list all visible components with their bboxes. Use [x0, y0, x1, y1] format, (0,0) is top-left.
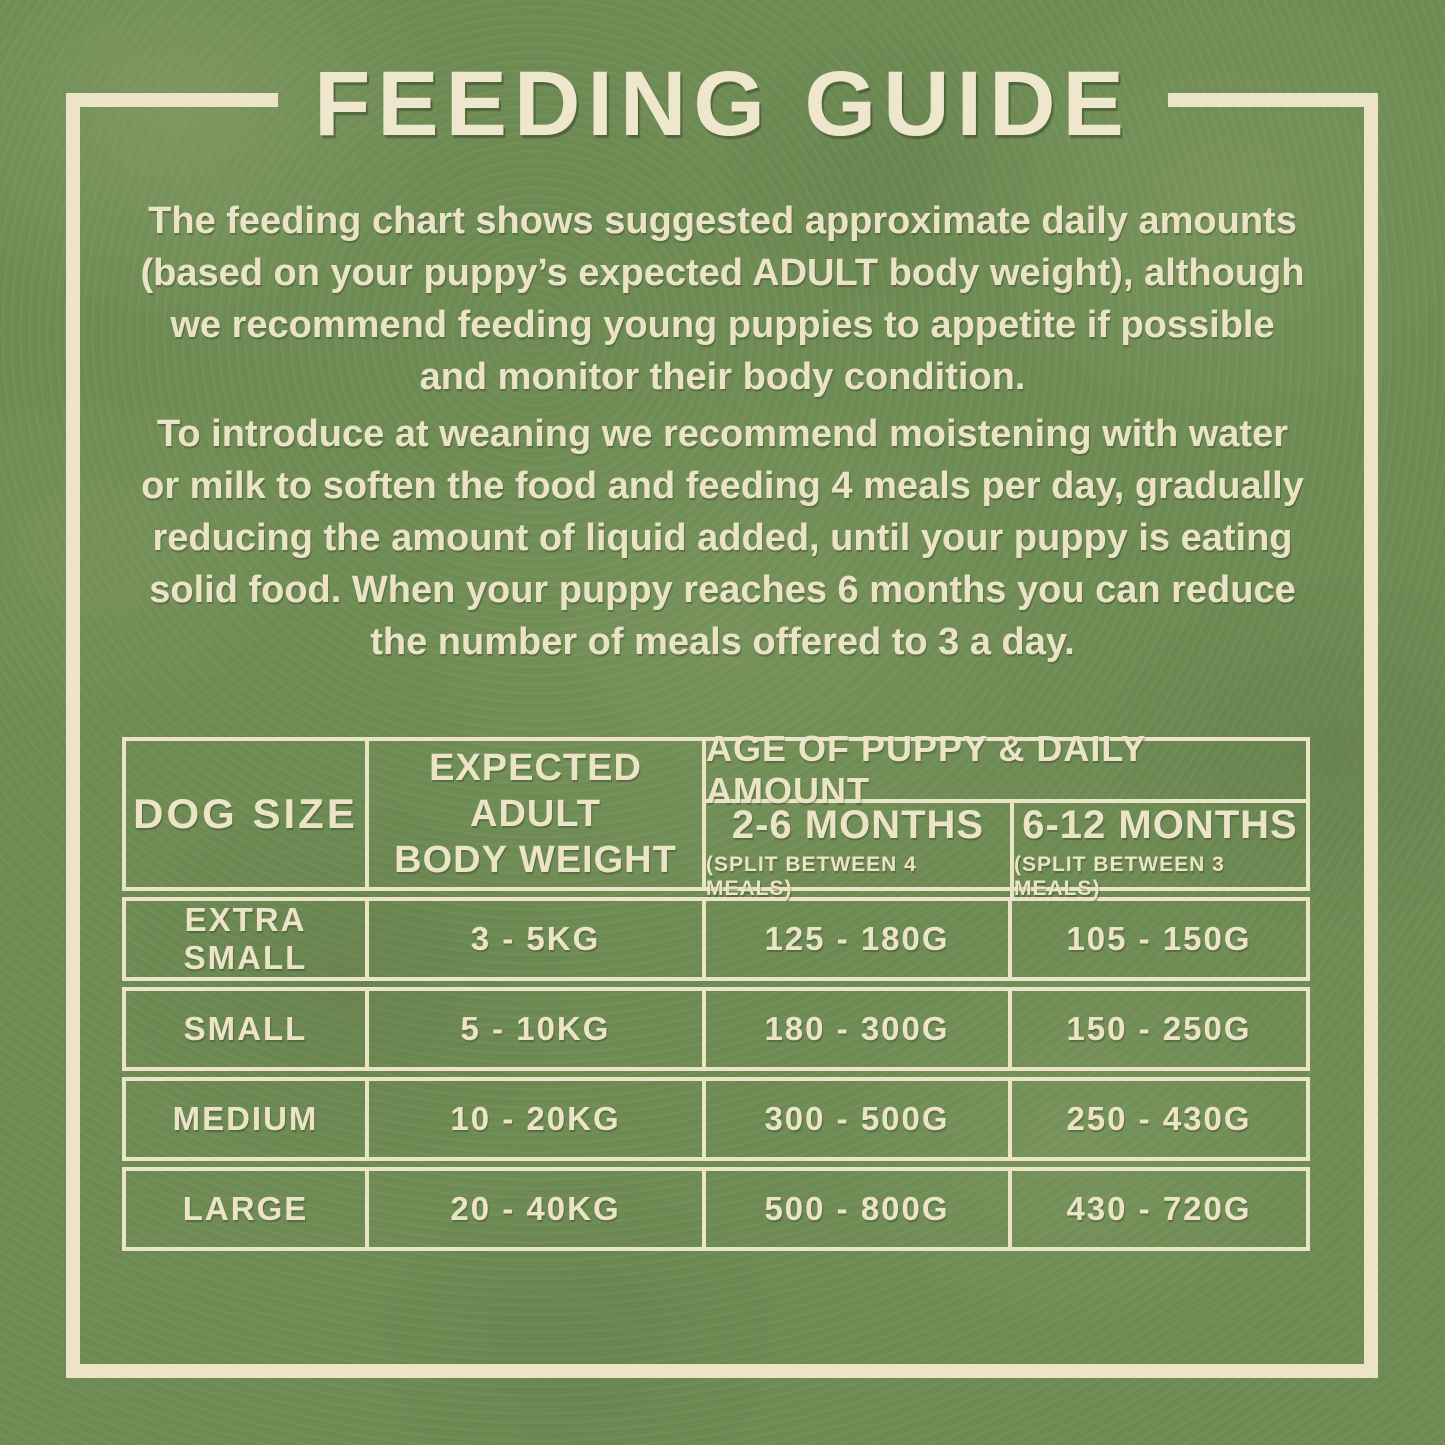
weaning-line: reducing the amount of liquid added, until your puppy is eating	[152, 517, 1293, 559]
feeding-table	[122, 728, 1310, 1251]
header-age-amount: AGE OF PUPPY & DAILY AMOUNT	[706, 741, 1306, 803]
table-row-small	[122, 987, 1310, 1071]
cell-body-weight: 5 - 10KG	[365, 991, 702, 1067]
header-age-amount-group	[702, 728, 1306, 900]
weaning-line: the number of meals offered to 3 a day.	[370, 621, 1075, 663]
weaning-line: To introduce at weaning we recommend moistening with water	[156, 413, 1288, 455]
header-6-12-months-label: 6-12 MONTHS	[1022, 803, 1298, 847]
cell-amount-2-6: 180 - 300G	[702, 991, 1008, 1067]
cell-amount-2-6: 125 - 180G	[702, 901, 1008, 977]
cell-dog-size: SMALL	[183, 1010, 308, 1047]
header-2-6-months-sublabel: (SPLIT BETWEEN 4 MEALS)	[706, 853, 917, 900]
table-row-extra-small	[122, 897, 1310, 981]
cell-dog-size: MEDIUM	[172, 1100, 319, 1137]
cell-amount-2-6: 500 - 800G	[702, 1171, 1008, 1247]
table-row-medium	[122, 1077, 1310, 1161]
weaning-line: solid food. When your puppy reaches 6 months you can reduce	[149, 569, 1296, 611]
intro-line: we recommend feeding young puppies to appetite if possible	[170, 304, 1275, 346]
header-6-12-months-sublabel: (SPLIT BETWEEN 3 MEALS)	[1013, 853, 1225, 900]
header-adult-weight-line2: BODY WEIGHT	[394, 839, 677, 881]
cell-body-weight: 10 - 20KG	[365, 1081, 702, 1157]
intro-line: The feeding chart shows suggested approximate daily amounts	[148, 200, 1297, 242]
header-2-6-months	[706, 803, 1010, 901]
cell-body-weight: 20 - 40KG	[365, 1171, 702, 1247]
weaning-paragraph	[72, 408, 1373, 668]
header-dog-size: DOG SIZE	[133, 790, 358, 837]
cell-amount-6-12: 105 - 150G	[1008, 901, 1306, 977]
frame-border-bottom	[66, 1364, 1378, 1378]
cell-amount-6-12: 250 - 430G	[1008, 1081, 1306, 1157]
intro-line: and monitor their body condition.	[419, 356, 1026, 398]
header-6-12-months	[1010, 803, 1306, 901]
header-2-6-months-label: 2-6 MONTHS	[731, 803, 985, 847]
cell-amount-6-12: 430 - 720G	[1008, 1171, 1306, 1247]
intro-paragraph	[72, 195, 1373, 403]
header-adult-weight-line1: EXPECTED ADULT	[429, 747, 642, 835]
cell-amount-6-12: 150 - 250G	[1008, 991, 1306, 1067]
weaning-line: or milk to soften the food and feeding 4 meals per day, gradually	[141, 465, 1304, 507]
page-title: FEEDING GUIDE	[314, 53, 1131, 155]
header-age-subcolumns	[706, 803, 1306, 901]
cell-amount-2-6: 300 - 500G	[702, 1081, 1008, 1157]
table-row-large	[122, 1167, 1310, 1251]
cell-dog-size: EXTRA SMALL	[183, 901, 308, 976]
intro-line: (based on your puppy’s expected ADULT body weight), although	[140, 252, 1305, 294]
cell-body-weight: 3 - 5KG	[365, 901, 702, 977]
header-adult-body-weight	[365, 741, 702, 887]
cell-dog-size: LARGE	[182, 1190, 309, 1227]
table-header-row	[122, 728, 1310, 900]
